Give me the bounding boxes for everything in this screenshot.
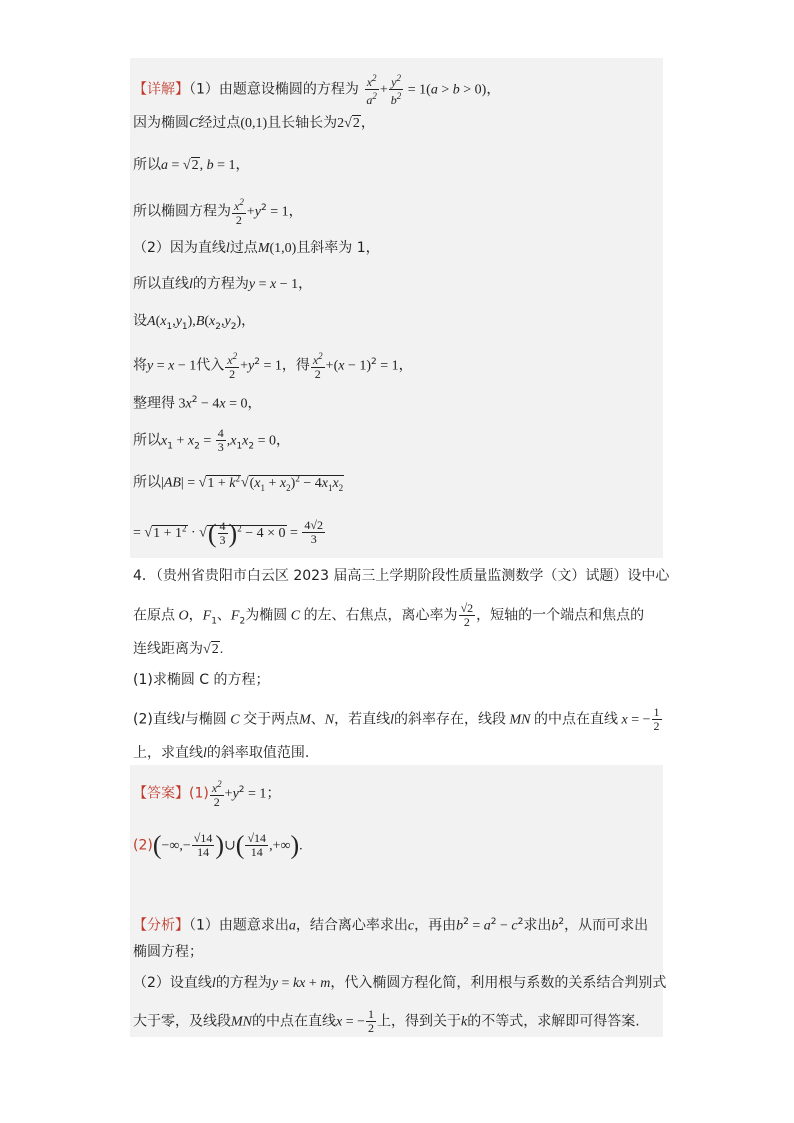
answer-line-2: (2)(−∞,− $\frac{√14}{14}$ )∪( $\frac{√14}{14}$ ,+∞). bbox=[133, 830, 303, 860]
solution-line-11: 所以$|AB| = √1 + k^2√(x_1 + x_2)^2 - 4x_1x_2$ bbox=[133, 473, 344, 493]
solution-line-5: （2）因为直线l过点M(1,0)且斜率为 1， bbox=[133, 240, 380, 256]
problem-4-line-3: 连线距离为√2. bbox=[133, 641, 224, 657]
solution-line-9: 整理得 $3x^2 - 4x = 0$， bbox=[133, 395, 262, 412]
answer-tag: 【答案】 bbox=[133, 785, 189, 802]
solution-line-2: 因为椭圆C经过点(0,1)且长轴长为2√2， bbox=[133, 115, 375, 131]
solution-line-6: 所以直线l的方程为y = x − 1， bbox=[133, 276, 313, 292]
solution-line-3: 所以a = √2, b = 1， bbox=[133, 157, 250, 173]
answer-line-1: 【答案】(1) $\frac{x^2}{2}$ $+y^2 = 1$； bbox=[133, 779, 281, 809]
problem-4-line-2: 在原点 O，$F_1$、$F_2$为椭圆 C 的左、右焦点，离心率为 $\frac{√2}{2}$ ，短轴的一个端点和焦点的 bbox=[133, 601, 645, 629]
solution-line-1: 【详解】（1）由题意设椭圆的方程为 $\frac{x^2}{a^2}$ + $\frac{y^2}{b^2}$ = 1(a > b > 0)， bbox=[133, 73, 501, 107]
solution-line-8: 将y = x − 1代入 $\frac{x^2}{2}$ $+y^2 = 1$，得 $\frac{x^2}{2}$ $+(x - 1)^2 = 1$， bbox=[133, 351, 413, 381]
analysis-line-3: （2）设直线l的方程为y = kx + m，代入椭圆方程化简，利用根与系数的关系结合判别式 bbox=[133, 975, 667, 991]
analysis-line-2: 椭圆方程； bbox=[133, 944, 203, 960]
problem-4-question-2: (2)直线l与椭圆 C 交于两点M、N，若直线l的斜率存在，线段 MN 的中点在直线 x = − $\frac{1}{2}$ bbox=[133, 705, 660, 733]
solution-line-12: = $√1 + 1^2$ · √( $\frac{4}{3}$ )$^2$ − 4 × 0 = $\frac{4√2}{3}$ bbox=[133, 518, 323, 548]
solution-line-10: 所以$x_1 + x_2$ = $\frac{4}{3}$ $,x_1x_2 = 0$， bbox=[133, 426, 291, 454]
analysis-line-4: 大于零，及线段MN的中点在直线x = − $\frac{1}{2}$ 上，得到关于k的不等式，求解即可得答案. bbox=[133, 1007, 640, 1035]
problem-4-line-1: 4．（贵州省贵阳市白云区 2023 届高三上学期阶段性质量监测数学（文）试题）设中心 bbox=[133, 568, 670, 584]
analysis-tag: 【分析】 bbox=[133, 917, 189, 934]
analysis-line-1: 【分析】（1）由题意求出a，结合离心率求出c，再由$b^2 = a^2 - c^2$求出$b^2$，从而可求出 bbox=[133, 917, 649, 934]
solution-tag: 【详解】 bbox=[133, 81, 189, 98]
solution-line-7: 设$A(x_1,y_1),B(x_2,y_2)$， bbox=[133, 313, 256, 332]
solution-line-4: 所以椭圆方程为 $\frac{x^2}{2}$ $+y^2 = 1$， bbox=[133, 197, 303, 227]
problem-4-question-1: (1)求椭圆 C 的方程； bbox=[133, 672, 270, 688]
problem-4-question-2-cont: 上，求直线l的斜率取值范围. bbox=[133, 745, 310, 761]
